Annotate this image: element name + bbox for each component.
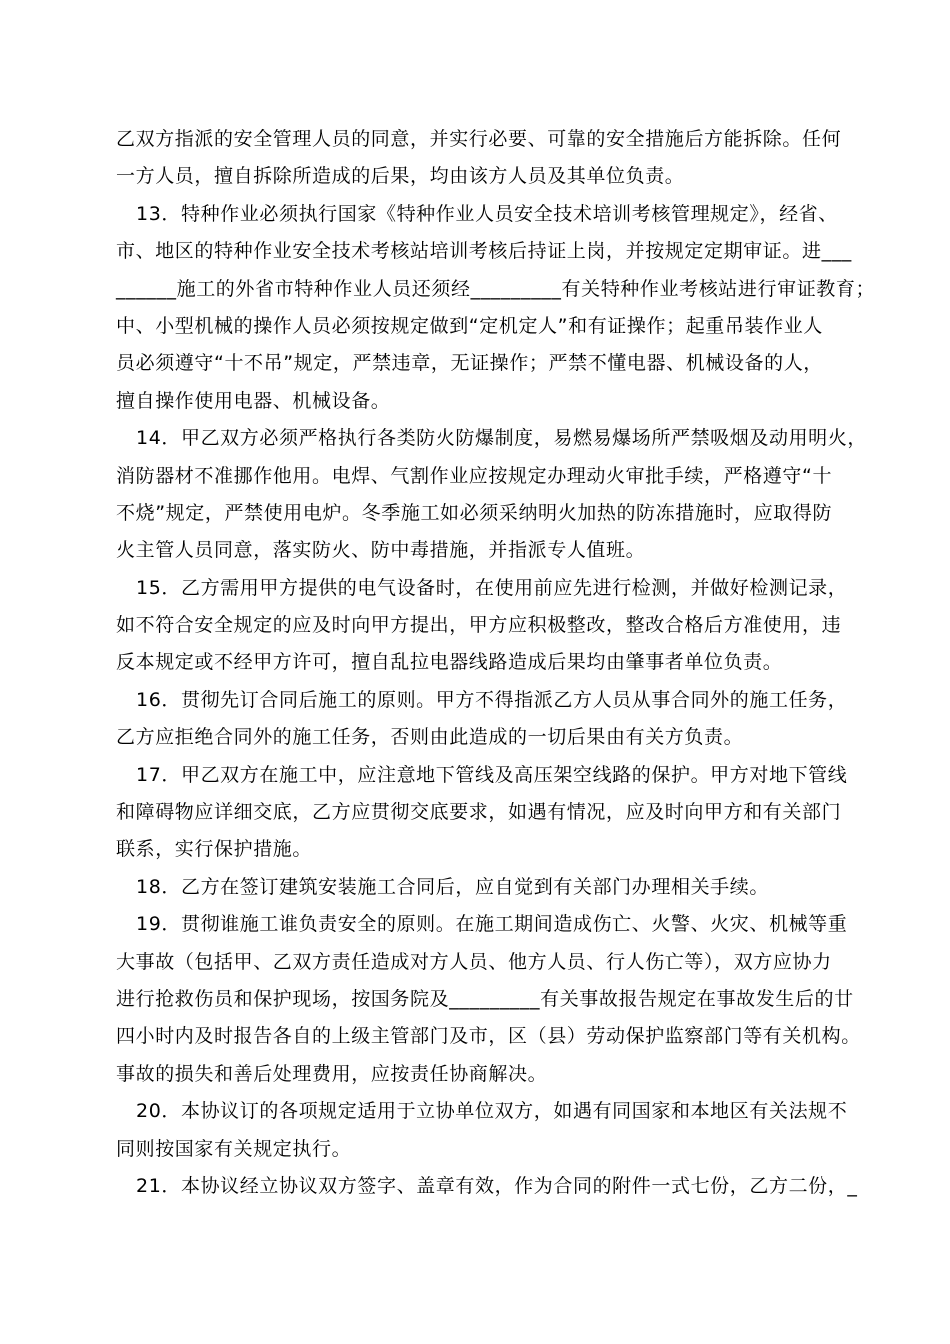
text-line: 一方人员，擅自拆除所造成的后果，均由该方人员及其单位负责。 [116, 165, 685, 188]
clause-15-start: 15．乙方需用甲方提供的电气设备时，在使用前应先进行检测，并做好检测记录， [136, 576, 848, 599]
clause-13-start: 13．特种作业必须执行国家《特种作业人员安全技术培训考核管理规定》，经省、 [136, 202, 838, 225]
text-line: 乙方应拒绝合同外的施工任务，否则由此造成的一切后果由有关方负责。 [116, 726, 744, 749]
clause-20-start: 20．本协议订的各项规定适用于立协单位双方，如遇有同国家和本地区有关法规不 [136, 1100, 848, 1123]
text-line: 和障碍物应详细交底，乙方应贯彻交底要求，如遇有情况，应及时向甲方和有关部门 [116, 801, 842, 824]
text-line: 员必须遵守“十不吊”规定，严禁违章，无证操作；严禁不懂电器、机械设备的人， [116, 352, 823, 375]
text-line: 四小时内及时报告各自的上级主管部门及市，区（县）劳动保护监察部门等有关机构。 [116, 1025, 861, 1048]
text-line: 火主管人员同意，落实防火、防中毒措施，并指派专人值班。 [116, 539, 646, 562]
text-line: 市、地区的特种作业安全技术考核站培训考核后持证上岗，并按规定定期审证。进___ [116, 240, 852, 263]
text-line: 同则按国家有关规定执行。 [116, 1137, 352, 1160]
text-line: 反本规定或不经甲方许可，擅自乱拉电器线路造成后果均由肇事者单位负责。 [116, 651, 783, 674]
clause-14-start: 14．甲乙双方必须严格执行各类防火防爆制度，易燃易爆场所严禁吸烟及动用明火， [136, 427, 867, 450]
text-line: 大事故（包括甲、乙双方责任造成对方人员、他方人员、行人伤亡等），双方应协力 [116, 950, 832, 973]
text-line: ______施工的外省市特种作业人员还须经_________有关特种作业考核站进行审证教育； [116, 277, 876, 300]
text-line: 不烧”规定，严禁使用电炉。冬季施工如必须采纳明火加热的防冻措施时，应取得防 [116, 501, 833, 524]
text-line: 联系，实行保护措施。 [116, 838, 313, 861]
text-line: 中、小型机械的操作人员必须按规定做到“定机定人”和有证操作；起重吊装作业人 [116, 314, 823, 337]
text-line: 事故的损失和善后处理费用，应按责任协商解决。 [116, 1062, 548, 1085]
text-line: 如不符合安全规定的应及时向甲方提出，甲方应积极整改，整改合格后方准使用，违 [116, 614, 842, 637]
clause-21-start: 21．本协议经立协议双方签字、盖章有效，作为合同的附件一式七份，乙方二份，_ [136, 1174, 858, 1197]
clause-16-start: 16．贯彻先订合同后施工的原则。甲方不得指派乙方人员从事合同外的施工任务， [136, 688, 848, 711]
body-text [116, 121, 876, 1205]
clause-17-start: 17．甲乙双方在施工中，应注意地下管线及高压架空线路的保护。甲方对地下管线 [136, 763, 848, 786]
text-line: 进行抢救伤员和保护现场，按国务院及_________有关事故报告规定在事故发生后的廿 [116, 987, 854, 1010]
clause-18-start: 18．乙方在签订建筑安装施工合同后，应自觉到有关部门办理相关手续。 [136, 875, 769, 898]
text-line: 消防器材不准挪作他用。电焊、气割作业应按规定办理动火审批手续，严格遵守“十 [116, 464, 833, 487]
clause-19-start: 19．贯彻谁施工谁负责安全的原则。在施工期间造成伤亡、火警、火灾、机械等重 [136, 913, 848, 936]
text-line: 乙双方指派的安全管理人员的同意，并实行必要、可靠的安全措施后方能拆除。任何 [116, 128, 842, 150]
text-line: 擅自操作使用电器、机械设备。 [116, 389, 391, 412]
